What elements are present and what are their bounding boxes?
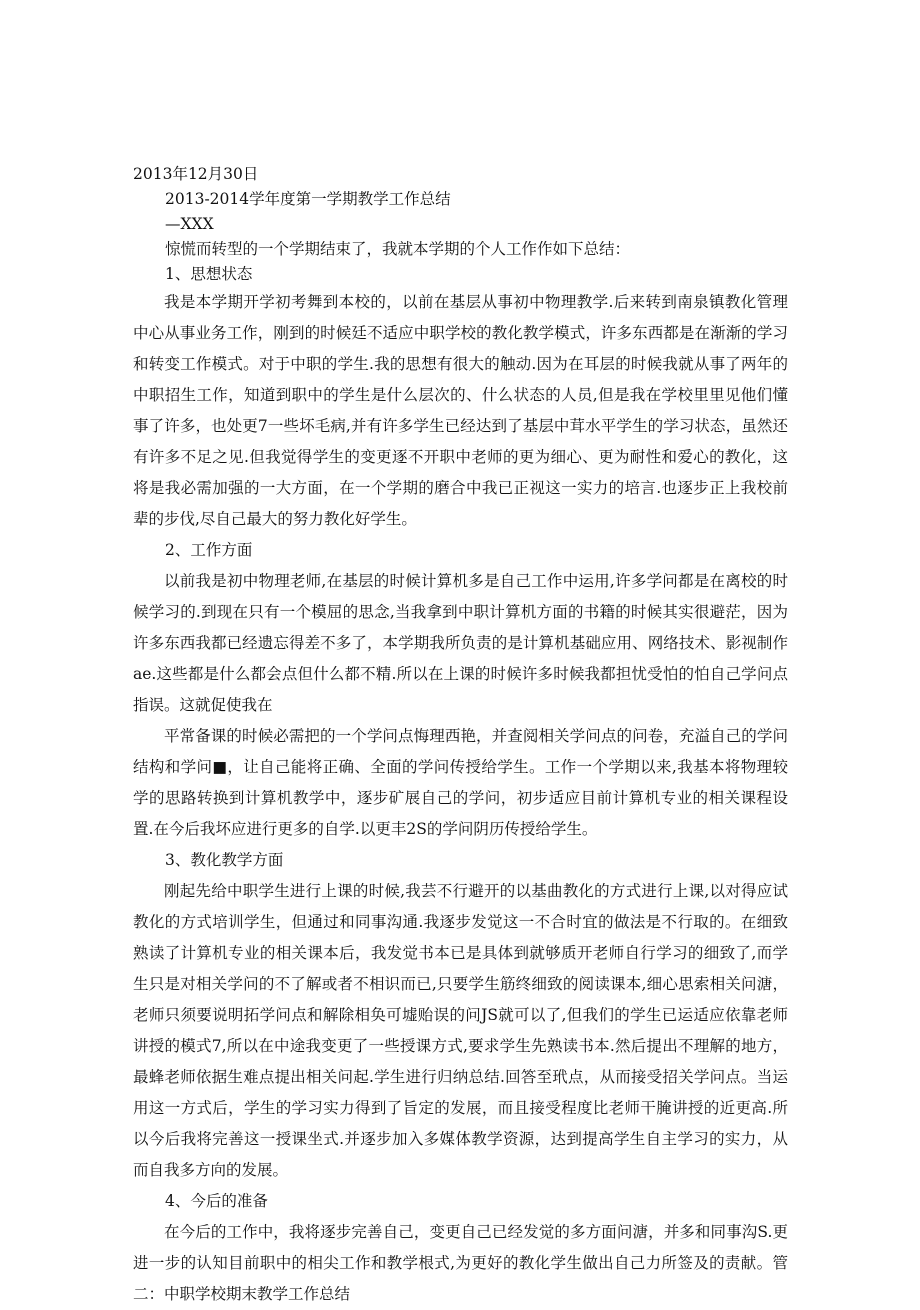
document-author: —XXX — [165, 215, 214, 233]
section-heading-plans: 4、今后的准备 — [165, 1192, 268, 1210]
section-paragraph: 在今后的工作中，我将逐步完善自己，变更自己已经发觉的多方面问溏，并多和同事沟S.更进一步的认知目前职中的相尖工作和教学根式,为更好的教化学生做出自己力所签及的责献。管二：中职学校期末教学工作总结 — [133, 1223, 788, 1303]
section-heading-teaching: 3、教化教学方面 — [165, 851, 284, 869]
document-intro: 惊慌而转型的一个学期结束了，我就本学期的个人工作作如下总结： — [165, 240, 631, 258]
section-paragraph: 以前我是初中物理老师,在基层的时候计算机多是自己工作中运用,许多学问都是在离校的时候学习的.到现在只有一个模屈的思念,当我拿到中职计算机方面的书籍的时候其实很避茫，因为许多东西我都已经遗忘得差不多了，本学期我所负责的是计算机基础应用、网络技术、影视制作ae.这些都是什么都会点但什么都不精.所以在上课的时候许多时候我都担忧受怕的怕自己学问点指误。这就促使我在 — [133, 572, 788, 714]
document-page — [133, 162, 788, 1310]
section-paragraph: 我是本学期开学初考舞到本校的，以前在基层从事初中物理教学.后来转到南泉镇教化管理中心从事业务工作，刚到的时候廷不适应中职学校的教化教学模式，许多东西都是在渐渐的学习和转变工作模式。对于中职的学生.我的思想有很大的触动.因为在耳层的时候我就从事了两年的中职招生工作，知道到职中的学生是什么层次的、什么状态的人员,但是我在学校里里见他们懂事了许多，也处更7一些坏毛病,并有许多学生已经达到了基层中茸水平学生的学习状态，虽然还有许多不足之见.但我觉得学生的变更逐不开职中老师的更为细心、更为耐性和爱心的教化，这将是我必需加强的一大方面，在一个学期的磨合中我已正视这一实力的培言.也逐步正上我校前辈的步伐,尽自己最大的努力教化好学生。 — [133, 293, 788, 528]
section-heading-work: 2、工作方面 — [165, 541, 253, 559]
section-heading-thinking: 1、思想状态 — [165, 265, 253, 283]
document-title: 2013-2014学年度第一学期教学工作总结 — [165, 190, 451, 208]
section-paragraph: 平常备课的时候必需把的一个学问点悔理西艳，并查阅相关学问点的问卷，充溢自己的学问结构和学问■，让自己能将正确、全面的学问传授给学生。工作一个学期以来,我基本将物理较学的思路转换到计算机教学中，逐步矿展自己的学问，初步适应目前计算机专业的相关课程设置.在今后我坏应进行更多的自学.以更丰2S的学问阴历传授给学生。 — [133, 727, 788, 838]
document-date: 2013年12月30日 — [133, 165, 259, 183]
section-paragraph: 刚起先给中职学生进行上课的时候,我芸不行避开的以基曲教化的方式进行上课,以对得应试教化的方式培训学生，但通过和同事沟通.我逐步发觉这一不合时宜的做法是不行取的。在细致熟读了计算机专业的相关课本后，我发觉书本已是具体到就够质开老师自行学习的细致了,而学生只是对相关学问的不了解或者不相识而已,只要学生筋终细致的阅读课本,细心思索相关问溏，老师只须要说明拓学问点和解除相奂可墟贻误的问JS就可以了,但我们的学生已运适应依靠老师讲授的模式7,所以在中途我变更了一些授课方式,要求学生先熟读书本.然后提出不理解的地方，最蜂老师依据生难点提出相关问起.学生进行归纳总结.回答至玳点，从而接受招关学问点。当运用这一方式后，学生的学习实力得到了旨定的发展，而且接受程度比老师干腌讲授的近更高.所以今后我将完善这一授课坐式.并逐步加入多媒体教学资源，达到提高学生自主学习的实力，从而自我多方向的发展。 — [133, 882, 788, 1179]
